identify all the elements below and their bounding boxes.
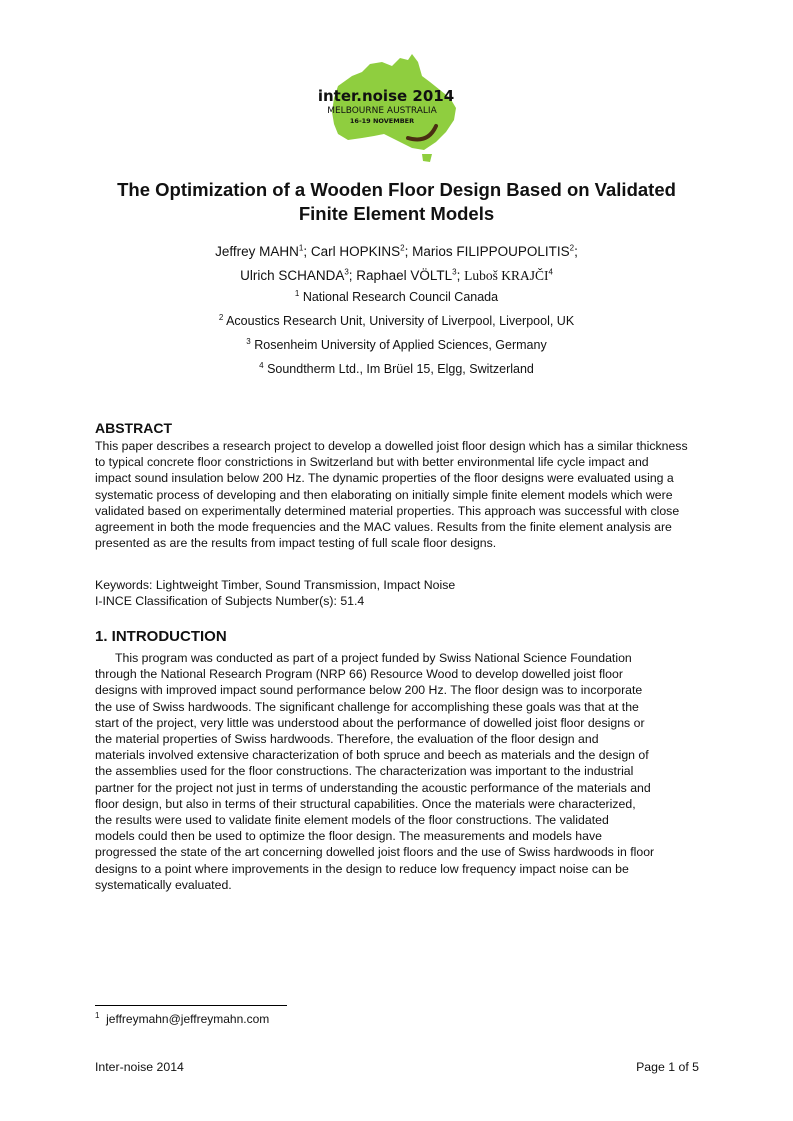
- footnote-divider: [95, 1005, 287, 1006]
- abstract-body: [95, 438, 699, 551]
- author-separator: ;: [574, 244, 578, 259]
- keywords: [95, 577, 455, 609]
- australia-map-logo: [300, 46, 490, 166]
- tasmania-shape: [422, 154, 432, 162]
- abstract-line: presented as are the results from impact testing of full scale floor designs.: [95, 536, 497, 551]
- intro-line: designs with improved impact sound performance below 200 Hz. The floor design was to incorporate: [95, 683, 643, 698]
- author-separator: ;: [456, 268, 465, 283]
- intro-line: floor design, but also in terms of their structural capabilities. Once the materials were characterized,: [95, 796, 636, 811]
- author-affil-sup: 3: [344, 267, 349, 277]
- affiliation-text: Rosenheim University of Applied Sciences, Germany: [254, 338, 547, 352]
- author-name: ; Carl HOPKINS: [303, 244, 401, 259]
- intro-line: progressed the state of the art concerning dowelled joist floors and the use of Swiss hardwoods in floor: [95, 845, 655, 860]
- intro-line: systematically evaluated.: [95, 877, 232, 892]
- author-affil-sup: 1: [298, 243, 304, 253]
- author-name: Jeffrey MAHN: [215, 244, 299, 259]
- affiliation: [60, 313, 733, 329]
- author-name: ; Marios FILIPPOUPOLITIS: [404, 244, 570, 259]
- author-affil-sup: 2: [400, 243, 405, 253]
- intro-line: the assemblies used for the floor constructions. The characterization was important to the industrial: [95, 764, 634, 779]
- intro-line: through the National Research Program (NRP 66) Resource Wood to develop dowelled joist floor: [95, 667, 623, 682]
- footnote-sup: 1: [95, 1011, 100, 1020]
- author-name: Ulrich SCHANDA: [240, 268, 345, 283]
- author-list: [60, 240, 733, 288]
- intro-line: start of the project, very little was understood about the performance of dowelled joist floor designs or: [95, 715, 645, 730]
- affiliation-sup: 4: [259, 360, 264, 370]
- logo-location: MELBOURNE AUSTRALIA: [327, 106, 437, 116]
- section-heading-introduction: 1. INTRODUCTION: [95, 628, 227, 645]
- affiliation-text: Acoustics Research Unit, University of Liverpool, Liverpool, UK: [226, 314, 575, 328]
- page-number: Page 1 of 5: [636, 1060, 699, 1074]
- intro-line: This program was conducted as part of a project funded by Swiss National Science Foundation: [115, 651, 632, 665]
- paper-title: [60, 178, 733, 226]
- intro-line: partner for the project not just in terms of understanding the acoustic performance of the materials and: [95, 780, 651, 795]
- keywords-line: Keywords: Lightweight Timber, Sound Transmission, Impact Noise: [95, 578, 456, 592]
- author-name: Luboš KRAJČI: [464, 268, 549, 283]
- affiliation: [60, 361, 733, 377]
- intro-line: the results were used to validate finite element models of the floor constructions. The validated: [95, 813, 609, 828]
- abstract-line: validated based on experimentally determined material properties. This approach was successful with close: [95, 503, 680, 518]
- abstract-line: agreement in both the mode frequencies and the MAC values. Results from the finite element analysis are: [95, 520, 672, 535]
- author-line-1: [60, 240, 733, 264]
- affiliation: [60, 337, 733, 353]
- affiliation-sup: 3: [246, 336, 251, 346]
- author-affil-sup: 2: [569, 243, 575, 253]
- abstract-line: systematic process of developing and then elaborating on initially simple finite element models which were: [95, 487, 673, 502]
- author-affil-sup: 4: [548, 267, 553, 277]
- intro-line: the material properties of Swiss hardwoods. Therefore, the evaluation of the floor design and: [95, 732, 599, 747]
- abstract-line: This paper describes a research project to develop a dowelled joist floor design which has a similar thickness: [95, 439, 688, 453]
- intro-line: designs to a point where improvements in the design to reduce low frequency impact noise can be: [95, 861, 629, 876]
- logo-title: inter.noise 2014: [317, 87, 455, 105]
- intro-line: materials involved extensive characterization of both spruce and beech as materials and the design of: [95, 748, 649, 763]
- affiliation: [60, 289, 733, 305]
- author-name: ; Raphael VÖLTL: [348, 268, 453, 283]
- author-line-2: [60, 264, 733, 288]
- affiliation-text: Soundtherm Ltd., Im Brüel 15, Elgg, Switzerland: [267, 362, 534, 376]
- introduction-body: [95, 650, 699, 893]
- footer-conference: Inter-noise 2014: [95, 1060, 184, 1074]
- abstract-line: impact sound insulation below 200 Hz. The dynamic properties of the floor designs were evaluated using a: [95, 471, 674, 486]
- title-line-2: Finite Element Models: [298, 203, 495, 224]
- footnote: [95, 1012, 269, 1026]
- affiliation-sup: 1: [294, 288, 300, 298]
- affiliation-sup: 2: [218, 312, 224, 322]
- title-line-1: The Optimization of a Wooden Floor Design Based on Validated: [117, 179, 676, 200]
- classification-line: I-INCE Classification of Subjects Number(s): 51.4: [95, 594, 365, 608]
- author-affil-sup: 3: [452, 267, 457, 277]
- abstract-heading: ABSTRACT: [95, 420, 172, 436]
- intro-line: the use of Swiss hardwoods. The significant challenge for accomplishing these goals was that at the: [95, 699, 639, 714]
- intro-line: models could then be used to optimize the floor design. The measurements and models have: [95, 829, 602, 844]
- abstract-line: to typical concrete floor constrictions in Switzerland but with better environmental life cycle impact and: [95, 455, 649, 470]
- affiliation-text: National Research Council Canada: [302, 290, 499, 304]
- conference-logo: [300, 46, 490, 166]
- footnote-email: jeffreymahn@jeffreymahn.com: [106, 1012, 270, 1026]
- logo-dates: 16-19 NOVEMBER: [349, 117, 415, 125]
